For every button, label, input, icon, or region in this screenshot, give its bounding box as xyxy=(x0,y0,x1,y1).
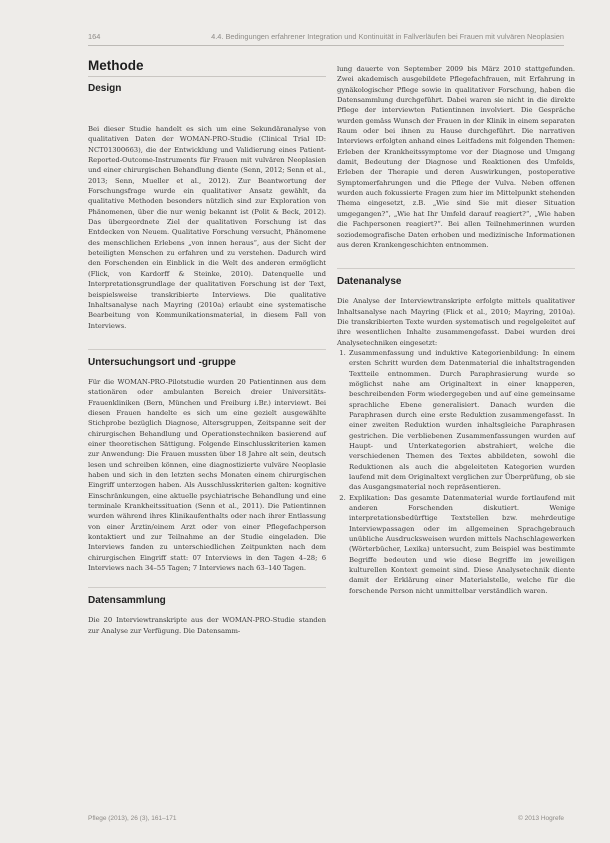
header-rule xyxy=(88,45,564,46)
divider xyxy=(88,349,326,350)
design-paragraph: Bei dieser Studie handelt es sich um eine Sekundäranalyse von qualitativen Daten der WOMAN-PRO-Studie (Clinical Trial ID: NCT01300663), die der Entwicklung und Validierung eines Patient-Reported-Outcome-Instruments für Frauen mit vulvären Neoplasien und einer chirurgischen Behandlung diente (Senn, 2012; Senn et al., 2013; Senn, Mueller et al., 2012). Zur Beantwortung der Forschungsfrage wurde ein qualitativer Ansatz gewählt, da qualitative Methoden besonders nützlich sind zur Exploration von Phänomenen, über die nur wenig bekannt ist (Polit & Beck, 2012). Das übergeordnete Ziel der qualitativen Forschung ist das Entdecken von Neuem. Qualitative Forschung versucht, Phänomene des menschlichen Erlebens „von innen heraus“, aus der Sicht der beteiligten Menschen zu erfahren und zu verstehen. Dadurch wird den Forschenden ein Einblick in die Welt des anderen ermöglicht (Flick, von Kardorff & Steinke, 2010). Datenquelle und Interpretationsgrundlage der qualitativen Forschung ist der Text, beispielsweise transkribierte Interviews. Die qualitative Inhaltsanalyse nach Mayring (2010a) erlaubt eine systematische Bearbeitung von Kommunikationsmaterial, in diesem Fall von Interviews. xyxy=(88,125,326,330)
section-title-methode: Methode xyxy=(88,58,326,77)
divider xyxy=(337,268,575,269)
collection-paragraph: Die 20 Interviewtranskripte aus der WOMAN-PRO-Studie standen zur Analyse zur Verfügung. Die Datensamm- xyxy=(88,616,326,635)
footer-citation: Pflege (2013), 26 (3), 161–171 xyxy=(88,815,177,822)
page-number: 164 xyxy=(88,32,101,41)
left-column xyxy=(88,58,326,636)
heading-collection: Datensammlung xyxy=(88,595,166,607)
list-item: 2. Explikation: Das gesamte Datenmaterial wurde fortlaufend mit anderen Forschenden diskutiert. Wenige interpretationsbedürftige Textstellen bzw. mehrdeutige Interviewpassagen oder im allgemeinen Sprachgebrauch unübliche Ausdrucksweisen wurden mittels Nachschlagewerken (Wörterbücher, Lexika) untersucht, zum Beispiel was bestimmte Begriffe bedeuten und wie diese Begriffe im jeweiligen kulturellen Kontext gemeint sind. Diese Analysetechnik diente damit der Erklärung einer Materialstelle, welche für die forschende Person nicht unmittelbar verständlich waren. xyxy=(348,493,575,596)
right-column xyxy=(337,64,575,596)
running-header xyxy=(88,29,564,43)
running-title: 4.4. Bedingungen erfahrener Integration und Kontinuität in Fallverläufen bei Frauen mit vulvären Neoplasien xyxy=(211,32,564,41)
analysis-technique-list xyxy=(337,348,575,596)
list-item: 1. Zusammenfassung und induktive Kategorienbildung: In einem ersten Schritt wurden dem Datenmaterial die inhaltstragenden Textteile entnommen. Durch Paraphrasierung wurde so möglichst nahe am Originaltext in einer knapperen, beschreibenden Form wiedergegeben und auf eine gemeinsame sprachliche Ebene generalisiert. Danach wurden die Paraphrasen durch eine erste Reduktion zusammengefasst. In einer zweiten Reduktion wurden inhaltsgleiche Paraphrasen gestrichen. Die verbliebenen Zusammenfassungen wurden auf Haupt- und Unterkategorien abstrahiert, welche die verschiedenen Themen des Textes abbildeten, sowohl die Reduktionen als auch die abgeleiteten Kategorien wurden laufend mit dem Originaltext verglichen zur Überprüfung, ob sie das Ausgangsmaterial noch repräsentieren. xyxy=(348,348,575,493)
heading-analysis: Datenanalyse xyxy=(337,276,402,288)
heading-sample: Untersuchungsort und -gruppe xyxy=(88,356,236,368)
heading-design: Design xyxy=(88,83,122,94)
divider xyxy=(88,587,326,588)
analysis-paragraph: Die Analyse der Interviewtranskripte erfolgte mittels qualitativer Inhaltsanalyse nach Mayring (Flick et al., 2010; Mayring, 2010a). Die transkribierten Texte wurden systematisch und regelgeleitet auf ihre wesentlichen Inhalte zusammengefasst. Dabei wurden drei Analysetechniken eingesetzt: xyxy=(337,297,575,347)
footer-copyright: © 2013 Hogrefe xyxy=(518,815,564,822)
collection-paragraph-continued: lung dauerte von September 2009 bis März 2010 stattgefunden. Zwei akademisch ausgebildete Pflegefachfrauen, mit Erfahrung in gynäkologischer Pflege sowie in qualitativer Forschung, haben die Datensammlung durchgeführt. Dabei waren sie nicht in die direkte Pflege der interviewten Patientinnen involviert. Die Gespräche wurden gemäss Wunsch der Frauen in der Klinik in einem separaten Raum oder bei ihnen zu Hause durchgeführt. Die narrativen Interviews erfolgten anhand eines Leitfadens mit folgenden Themen: Erleben der Krankheitssymptome vor der Diagnose und Umgang damit, Bedeutung der Diagnose und Reaktionen des Umfelds, Erleben der Therapie und deren Auswirkungen, postoperative Symptomerfahrungen und die Pflege der Vulva. Neben offenen wurden auch fokussierte Fragen zum hier im Mittelpunkt stehenden Thema eingesetzt, z.B. „Wie sind Sie mit dieser Situation umgegangen?“, „Wie hat Ihr Umfeld darauf reagiert?“, „Wie haben die Fachpersonen reagiert?“. Bei allen Teilnehmerinnen wurden soziodemografische Daten erhoben und medizinische Informationen aus deren Krankengeschichten entnommen. xyxy=(337,65,575,249)
sample-paragraph: Für die WOMAN-PRO-Pilotstudie wurden 20 Patientinnen aus dem stationären oder ambulanten Bereich dreier Universitäts-Frauenkliniken (Bern, München und Freiburg i.Br.) interviewt. Bei diesen Frauen handelte es sich um eine gezielt ausgewählte Stichprobe bezüglich Diagnose, Altersgruppen, Zeitspanne seit der chirurgischen Behandlung und Operationstechniken basierend auf einer theoretischen Sättigung. Folgende Einschlusskriterien kamen zur Anwendung: Die Frauen mussten über 18 Jahre alt sein, deutsch lesen und schreiben können, eine diagnostizierte vulväre Neoplasie haben und sich in den letzten sechs Monaten einem chirurgischen Eingriff unterzogen haben. Als Ausschlusskriterien galten: kognitive Einschränkungen, eine aktuelle psychiatrische Behandlung und eine terminale Krankheitssituation (Senn et al., 2011). Die Patientinnen wurden während ihres Klinikaufenthalts oder nach ihrer Entlassung von einer Ärztin/einem Arzt oder von einer Pflegefachperson kontaktiert und zur Teilnahme an der Studie eingeladen. Die Interviews fanden zu unterschiedlichen Zeitpunkten nach dem chirurgischen Eingriff statt: 07 Interviews in den Tagen 4–28; 6 Interviews nach 34–55 Tagen; 7 Interviews nach 63–140 Tagen. xyxy=(88,377,326,573)
